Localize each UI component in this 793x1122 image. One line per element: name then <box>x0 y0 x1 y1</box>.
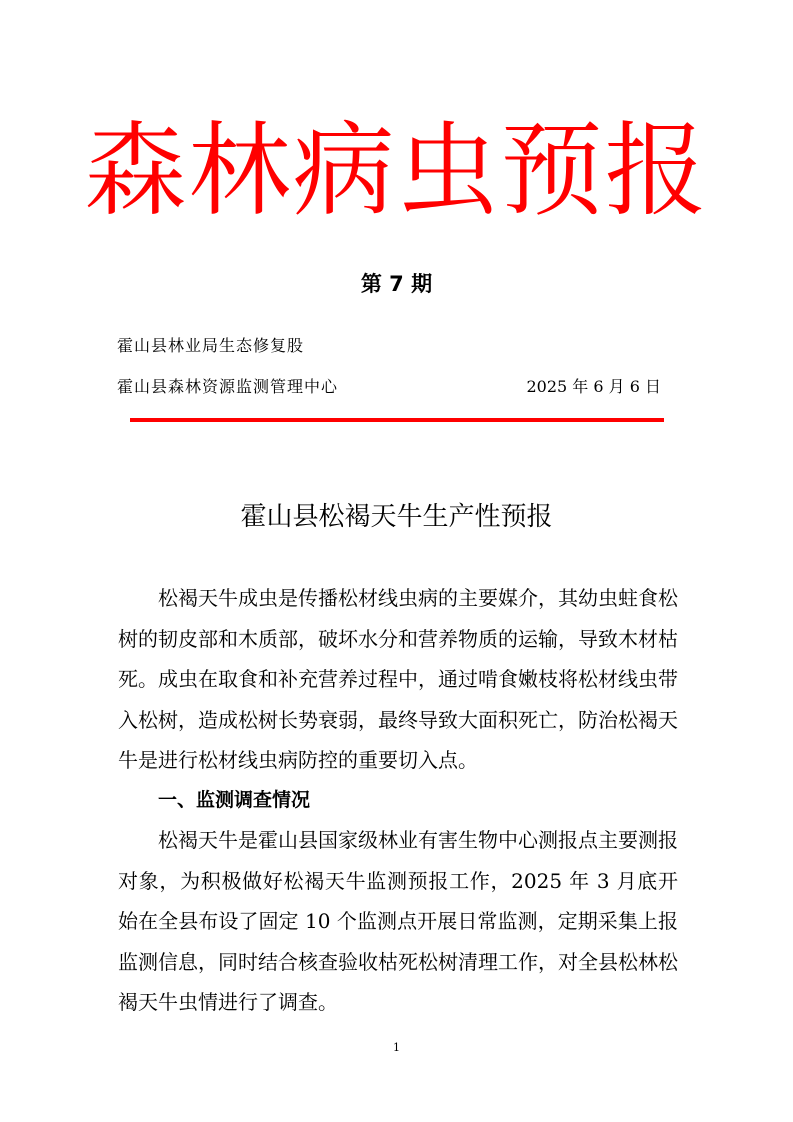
publisher-org-1: 霍山县林业局生态修复股 <box>117 336 305 355</box>
page-number: 1 <box>393 1041 400 1054</box>
section-heading-monitoring: 一、监测调查情况 <box>158 789 311 811</box>
publish-date: 2025 年 6 月 6 日 <box>526 377 661 396</box>
monitoring-paragraph: 松褐天牛是霍山县国家级林业有害生物中心测报点主要测报对象，为积极做好松褐天牛监测预报工作，2025 年 3 月底开始在全县布设了固定 10 个监测点开展日常监测，定期采集上报监测信息，同时结合核查验收枯死松树清理工作，对全县松林松褐天牛虫情进行了调查。 <box>118 828 678 1014</box>
intro-paragraph: 松褐天牛成虫是传播松材线虫病的主要媒介，其幼虫蛀食松树的韧皮部和木质部，破坏水分和营养物质的运输，导致木材枯死。成虫在取食和补充营养过程中，通过啃食嫩枝将松材线虫带入松树，造成松树长势衰弱，最终导致大面积死亡，防治松褐天牛是进行松材线虫病防控的重要切入点。 <box>118 586 678 772</box>
publisher-org-2: 霍山县森林资源监测管理中心 <box>117 377 339 396</box>
issue-number: 第 7 期 <box>360 272 433 296</box>
masthead-title: 森林病虫预报 <box>84 112 709 231</box>
document-title: 霍山县松褐天牛生产性预报 <box>240 502 553 532</box>
red-divider-rule <box>130 418 664 422</box>
